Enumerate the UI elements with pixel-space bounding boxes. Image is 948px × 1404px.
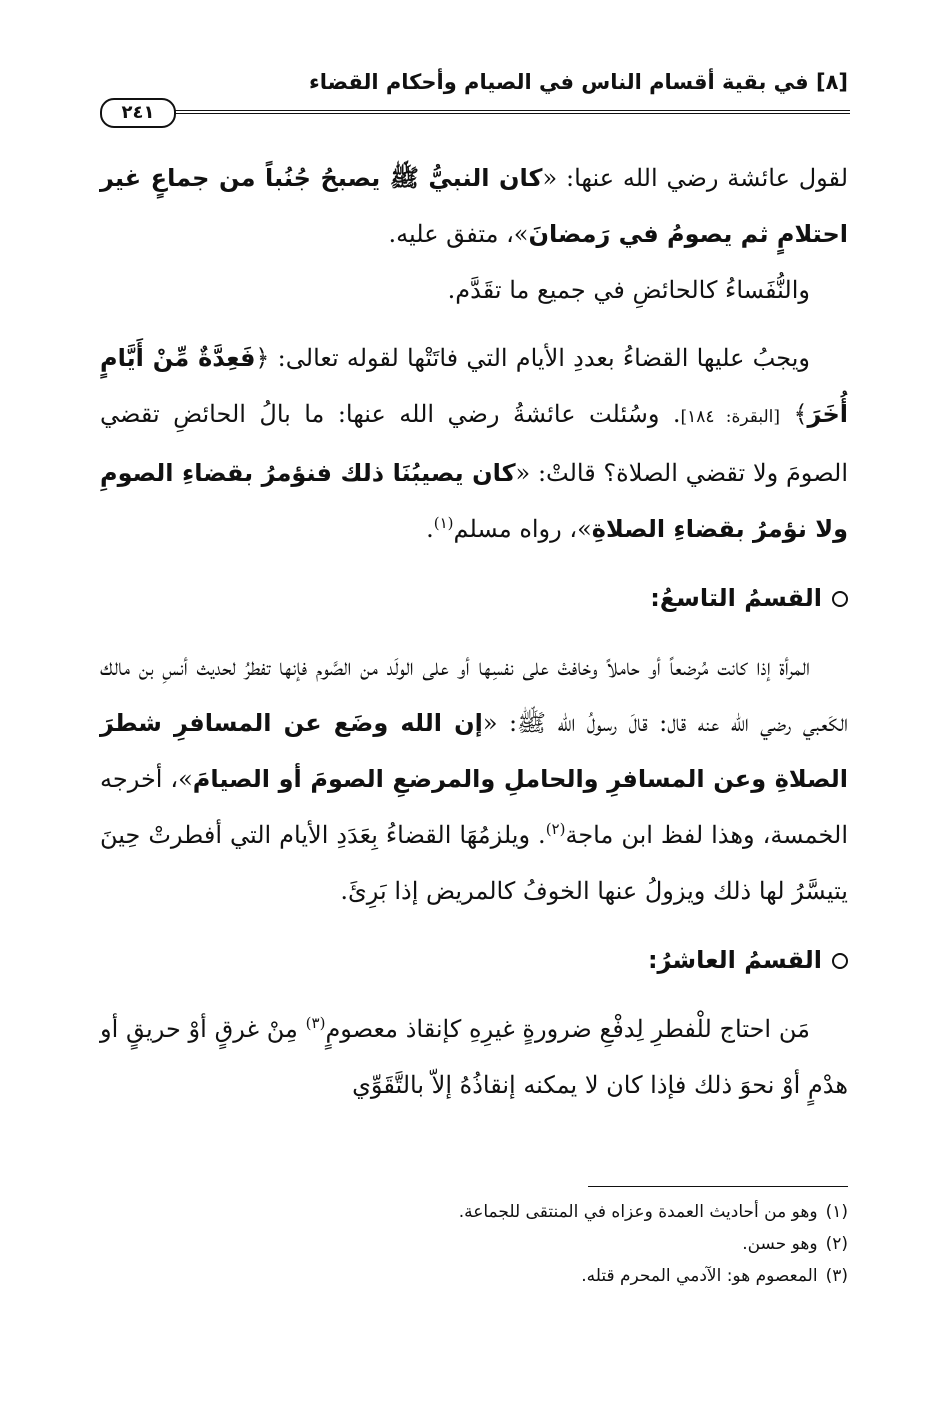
hadith-text: كان يصيبُنَا ذلك فنؤمرُ بقضاءِ الصومِ ولا نؤمرُ بقضاءِ الصلاةِ	[100, 459, 848, 543]
footnote-number: (١)	[825, 1202, 848, 1222]
footnote-marker[interactable]: (٣)	[305, 1014, 326, 1032]
text: لقول عائشة رضي الله عنها: «	[542, 164, 849, 192]
header-rule	[168, 110, 850, 114]
footnote-text: وهو من أحاديث العمدة وعزاه في المنتقى للجماعة.	[458, 1202, 818, 1222]
text: مَن احتاج للْفطرِ لِدفْعِ ضرورةٍ غيرِهِ كإنقاذ معصومٍ	[325, 1015, 810, 1043]
paragraph-nifas: والنُّفَساءُ كالحائضِ في جميع ما تقَدَّم.	[447, 276, 810, 304]
footnote-text: وهو حسن.	[742, 1234, 818, 1254]
section-heading-ninth	[100, 569, 848, 627]
text: »، أخرجه الخمسة، وهذا لفظ ابن ماجة	[100, 765, 848, 849]
footnote-number: (٣)	[825, 1266, 848, 1286]
paragraph-rescue	[100, 1001, 848, 1113]
section-title: القسمُ العاشرُ:	[647, 946, 822, 974]
footnote-1	[100, 1196, 848, 1228]
circle-bullet-icon	[832, 953, 848, 969]
section-title: القسمُ التاسعُ:	[650, 584, 822, 612]
circle-bullet-icon	[832, 591, 848, 607]
main-text	[100, 150, 848, 1113]
text: . ويلزمُهَا القضاءُ بِعَدَدِ الأيام التي أفطرتْ حِينَ يتيسَّرُ لها ذلك ويزولُ عنها الخوفُ كالمريض إذا بَرِئَ.	[100, 821, 848, 905]
text: ويجبُ عليها القضاءُ بعددِ الأيام التي فاتَتْها لقوله تعالى: ﴿	[255, 344, 810, 372]
verse-reference: [البقرة: ١٨٤]	[680, 407, 781, 427]
footnotes	[100, 1196, 848, 1292]
footnote-text: المعصوم هو: الآدمي المحرم قتله.	[581, 1266, 818, 1286]
text: . وسُئلت عائشةُ رضي الله عنها: ما بالُ الحائضِ تقضي الصومَ ولا تقضي الصلاة؟ قالتْ: «	[100, 400, 848, 487]
text: .	[426, 515, 434, 543]
hadith-text: كان النبيُّ ﷺ يصبحُ جُنُباً من جماعٍ غير احتلامٍ ثم يصومُ في رَمضانَ	[100, 164, 848, 248]
paragraph-aisha-hadith	[100, 150, 848, 262]
footnote-3	[100, 1260, 848, 1292]
hadith-text: إن الله وضَع عن المسافرِ شطرَ الصلاةِ وعن المسافرِ والحاملِ والمرضعِ الصومَ أو الصيامَ	[100, 709, 848, 793]
footnote-marker[interactable]: (٢)	[545, 820, 566, 838]
text: »، متفق عليه.	[388, 220, 529, 248]
quran-verse: فَعِدَّةٌ مِّنْ أَيَّامٍ أُخَرَ	[100, 344, 848, 428]
paragraph-nursing-pregnant	[100, 639, 848, 919]
paragraph-qada	[100, 330, 848, 557]
text: المرأة إذا كانت مُرضعاً أو حاملاً وخافتْ على نفسِها أو على الولَد من الصَّوم فإنها تفطرُ لحديث أنسِ بن مالك الكَعبي رضي الله عنه قال: قالَ رسولُ الله ﷺ: «	[100, 653, 849, 737]
section-heading-tenth	[100, 931, 848, 989]
footnote-marker[interactable]: (١)	[433, 514, 454, 532]
text: »، رواه مسلم	[453, 515, 592, 543]
footnote-rule	[588, 1186, 848, 1187]
footnote-number: (٢)	[825, 1234, 848, 1254]
running-title: [٨] في بقية أقسام الناس في الصيام وأحكام القضاء	[309, 70, 848, 94]
footnote-2	[100, 1228, 848, 1260]
text: ﴾	[780, 400, 808, 428]
text: مِنْ غرقٍ أوْ حريقٍ أو هدْمٍ أوْ نحوَ ذلك فإذا كان لا يمكنه إنقاذُهُ إلاّ بالتَّقَوِّي	[100, 1015, 848, 1099]
page-number: ٢٤١	[100, 98, 176, 128]
